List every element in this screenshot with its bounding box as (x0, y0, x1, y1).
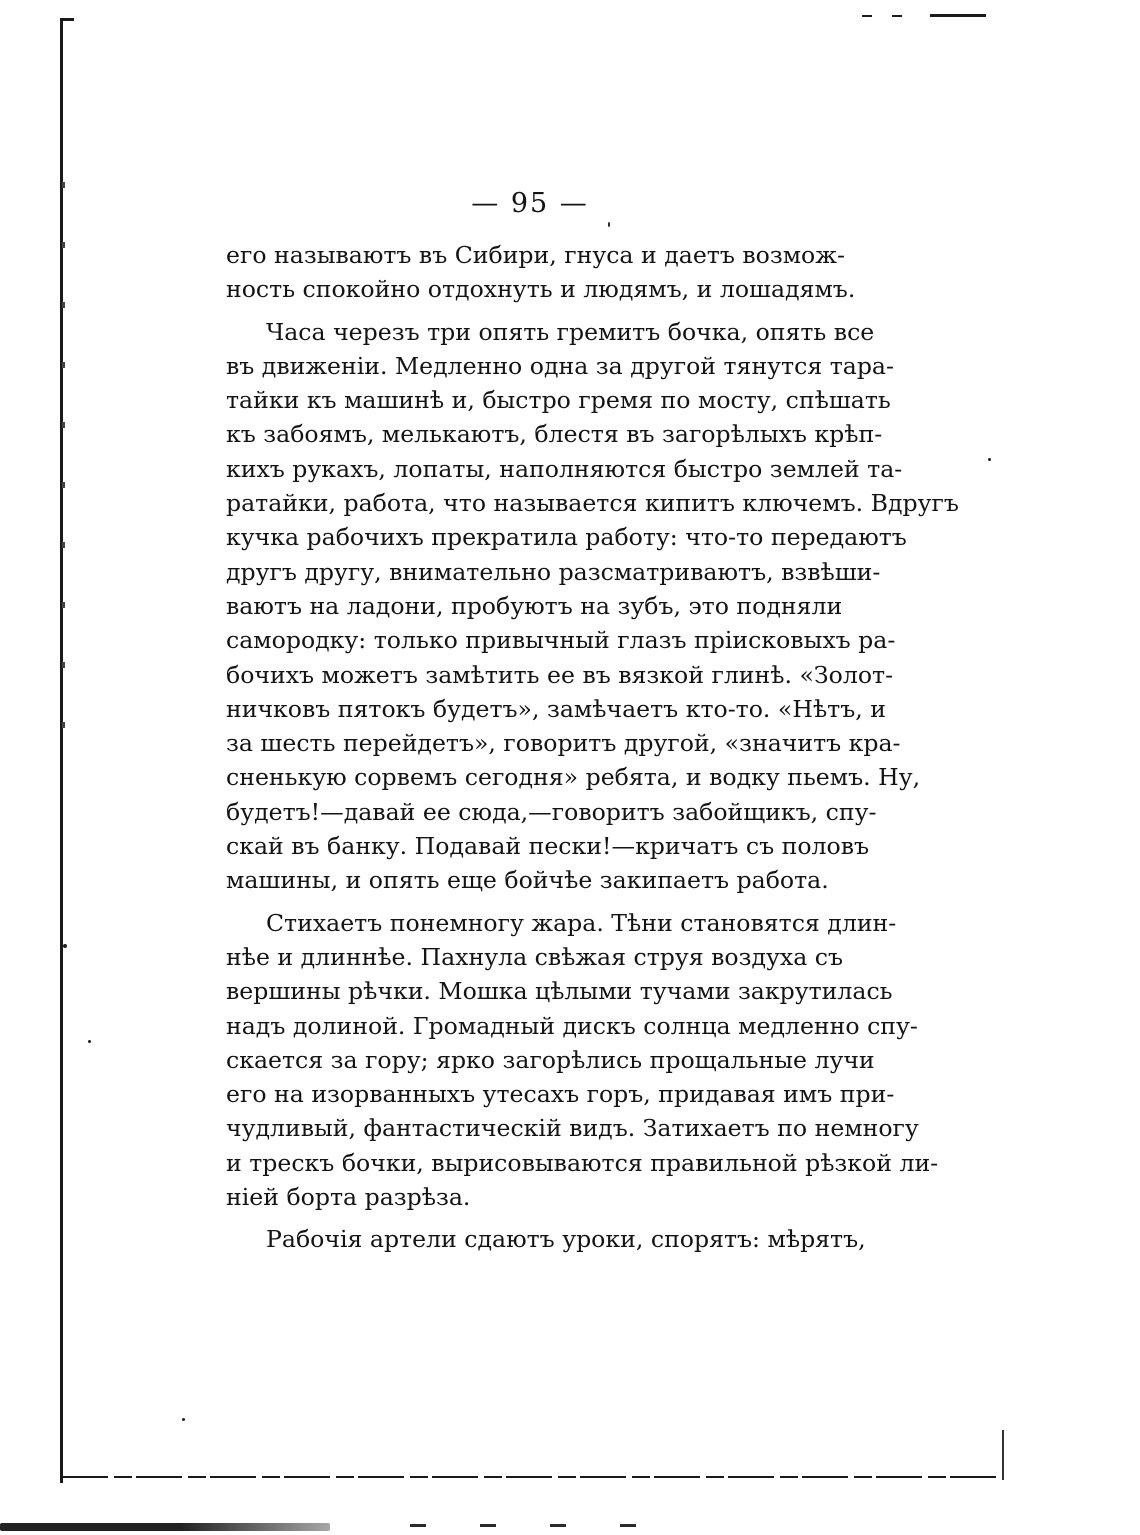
paragraph-gap (226, 1214, 840, 1222)
text-line: къ забоямъ, мелькаютъ, блестя въ загорѣлыхъ крѣп- (226, 420, 883, 449)
text-line: вершины рѣчки. Мошка цѣлыми тучами закрутилась (226, 977, 893, 1006)
text-line: Рабочія артели сдаютъ уроки, спорятъ: мѣрятъ, (266, 1225, 866, 1254)
scan-top-right-line (930, 14, 986, 17)
text-line: сненькую сорвемъ сегодня» ребята, и водку пьемъ. Ну, (226, 763, 921, 792)
text-line: другъ другу, внимательно разсматриваютъ, взвѣши- (226, 557, 881, 586)
text-line: Часа черезъ три опять гремитъ бочка, опять все (266, 317, 875, 346)
text-line: машины, и опять еще бойчѣе закипаетъ работа. (226, 866, 829, 895)
body-text (226, 238, 959, 1257)
scan-bottom-edge-line (62, 1476, 1002, 1478)
scan-top-dashes (862, 15, 910, 17)
text-line: скай въ банку. Подавай пески!—кричатъ съ половъ (226, 832, 870, 861)
text-line: бочихъ можетъ замѣтить ее въ вязкой глинѣ. «Золот- (226, 660, 894, 689)
scan-speck (988, 458, 991, 461)
scan-speck (88, 1040, 91, 1043)
text-line: въ движеніи. Медленно одна за другой тянутся тара- (226, 351, 894, 380)
scan-speck (63, 944, 67, 948)
page-number: — 95 — (471, 188, 589, 219)
scan-left-dashes (62, 160, 65, 760)
text-line: его называютъ въ Сибири, гнуса и даетъ возмож- (226, 241, 845, 269)
text-line: кихъ рукахъ, лопаты, наполняются быстро землей та- (226, 454, 903, 483)
text-line: чудливый, фантастическій видъ. Затихаетъ по немногу (226, 1114, 919, 1143)
paragraph-gap (226, 898, 840, 906)
scan-speck (182, 1418, 185, 1421)
text-line: за шесть перейдетъ», говоритъ другой, «значитъ кра- (226, 729, 901, 758)
text-line: и трескъ бочки, вырисовываются правильной рѣзкой ли- (226, 1148, 939, 1177)
text-line: кучка рабочихъ прекратила работу: что-то передаютъ (226, 523, 907, 552)
scan-left-edge-tick (60, 18, 74, 21)
text-line: ваютъ на ладони, пробуютъ на зубъ, это подняли (226, 591, 843, 620)
text-line: Стихаетъ понемногу жара. Тѣни становятся длин- (266, 908, 897, 937)
text-line: ратайки, работа, что называется кипитъ ключемъ. Вдругъ (226, 489, 959, 518)
paragraph-gap (226, 307, 840, 315)
text-line: будетъ!—давай ее сюда,—говоритъ забойщикъ, спу- (226, 797, 877, 826)
text-line: тайки къ машинѣ и, быстро гремя по мосту, спѣшать (226, 386, 891, 415)
text-line: ничковъ пятокъ будетъ», замѣчаетъ кто-то. «Нѣтъ, и (226, 694, 886, 723)
text-line: надъ долиной. Громадный дискъ солнца медленно спу- (226, 1011, 918, 1040)
scan-bottom-smudge (0, 1523, 330, 1531)
text-line: его на изорванныхъ утесахъ горъ, придавая имъ при- (226, 1080, 895, 1109)
text-line: скается за гору; ярко загорѣлись прощальные лучи (226, 1045, 875, 1074)
scan-speck (608, 222, 610, 227)
text-line: нѣе и длиннѣе. Пахнула свѣжая струя воздуха съ (226, 942, 844, 971)
text-line: ніей борта разрѣза. (226, 1183, 471, 1212)
scan-right-edge-mark (1002, 1430, 1004, 1480)
scan-bottom-dashes (410, 1524, 670, 1527)
text-line: ность спокойно отдохнуть и людямъ, и лошадямъ. (226, 275, 856, 304)
text-line: самородку: только привычный глазъ пріисковыхъ ра- (226, 626, 896, 655)
